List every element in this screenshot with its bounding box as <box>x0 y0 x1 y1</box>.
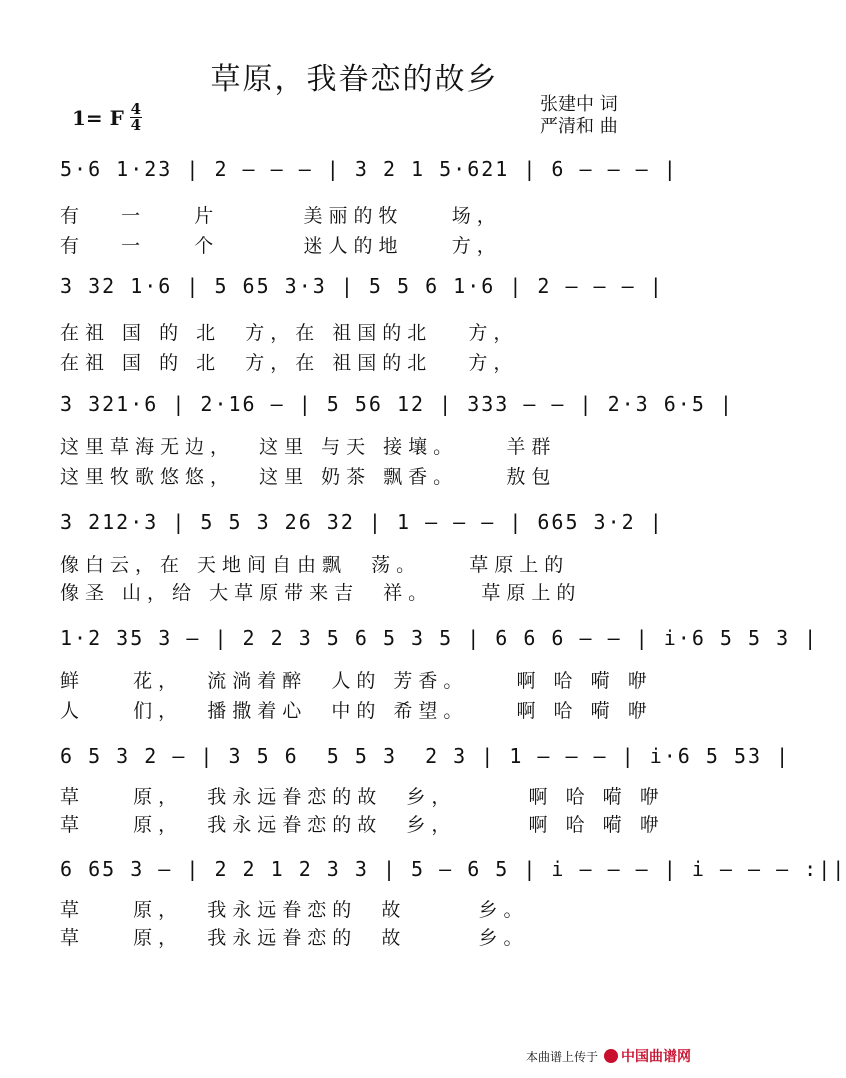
key-signature <box>72 102 142 133</box>
notation-line: 6 65 3 — | 2 2 1 2 3 3 | 5 — 6 5 | i — — — | i — — — :|| <box>60 857 846 881</box>
time-bottom: 4 <box>130 116 142 134</box>
upload-text: 本曲谱上传于 <box>525 1049 598 1064</box>
lyric-verse-1: 草 原， 我永远眷恋的 故 乡。 <box>60 899 529 921</box>
key-label: 1= F <box>72 105 124 130</box>
lyric-verse-1: 有 一 片 美丽的牧 场， <box>60 205 502 227</box>
lyric-verse-2: 有 一 个 迷人的地 方， <box>60 235 502 257</box>
lyric-verse-2: 草 原， 我永远眷恋的 故 乡。 <box>60 927 529 949</box>
lyric-verse-2: 这里牧歌悠悠， 这里 奶茶 飘香。 敖包 <box>60 466 557 488</box>
time-top: 4 <box>130 100 142 118</box>
notation-line: 3 212·3 | 5 5 3 26 32 | 1 — — — | 665 3·2 | <box>60 510 664 534</box>
lyric-verse-2: 人 们， 播撒着心 中的 希望。 啊 哈 嗬 咿 <box>60 700 653 722</box>
lyric-verse-1: 在祖 国 的 北 方，在 祖国的北 方， <box>60 322 519 344</box>
lyric-verse-2: 草 原， 我永远眷恋的故 乡， 啊 哈 嗬 咿 <box>60 814 665 836</box>
lyric-verse-1: 草 原， 我永远眷恋的故 乡， 啊 哈 嗬 咿 <box>60 786 665 808</box>
site-footer <box>526 1046 691 1066</box>
lyric-verse-1: 鲜 花， 流淌着醉 人的 芳香。 啊 哈 嗬 咿 <box>60 670 653 692</box>
credits <box>540 94 618 138</box>
site-logo[interactable] <box>604 1046 691 1066</box>
notation-line: 5·6 1·23 | 2 — — — | 3 2 1 5·621 | 6 — — — | <box>60 157 678 181</box>
notation-line: 6 5 3 2 — | 3 5 6 5 5 3 2 3 | 1 — — — | i·6 5 53 | <box>60 744 791 768</box>
logo-icon <box>604 1049 618 1063</box>
song-title: 草原，我眷恋的故乡 <box>210 62 499 97</box>
lyricist-credit: 张建中 词 <box>540 94 618 115</box>
lyric-verse-2: 在祖 国 的 北 方，在 祖国的北 方， <box>60 352 519 374</box>
composer-credit: 严清和 曲 <box>540 116 618 137</box>
notation-line: 3 32 1·6 | 5 65 3·3 | 5 5 6 1·6 | 2 — — — | <box>60 274 664 298</box>
lyric-verse-1: 这里草海无边， 这里 与天 接壤。 羊群 <box>60 436 557 458</box>
lyric-verse-2: 像圣 山，给 大草原带来吉 祥。 草原上的 <box>60 582 582 604</box>
site-name: 中国曲谱网 <box>621 1049 691 1065</box>
notation-line: 1·2 35 3 — | 2 2 3 5 6 5 3 5 | 6 6 6 — — | i·6 5 5 3 | <box>60 626 819 650</box>
time-signature <box>130 102 142 133</box>
notation-line: 3 321·6 | 2·16 — | 5 56 12 | 333 — — | 2·3 6·5 | <box>60 392 734 416</box>
lyric-verse-1: 像白云，在 天地间自由飘 荡。 草原上的 <box>60 554 570 576</box>
